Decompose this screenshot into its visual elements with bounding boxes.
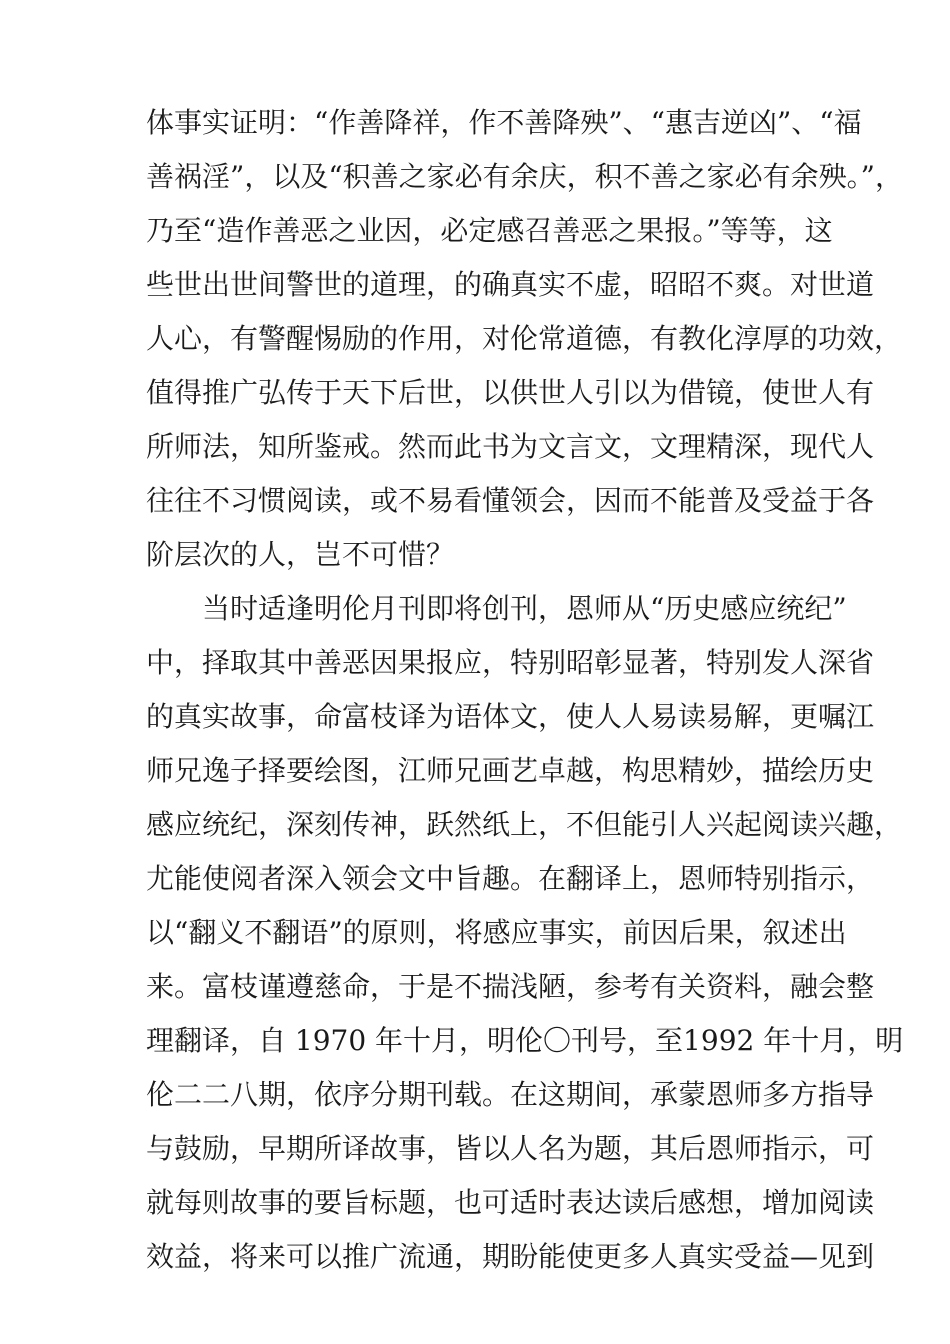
text-line: 值得推广弘传于天下后世，以供世人引以为借镜，使世人有 — [146, 376, 875, 409]
text-line: 效益，将来可以推广流通，期盼能使更多人真实受益—见到 — [146, 1240, 875, 1273]
text-line: 的真实故事，命富枝译为语体文，使人人易读易解，更嘱江 — [146, 700, 875, 733]
text-line: 感应统纪，深刻传神，跃然纸上，不但能引人兴起阅读兴趣， — [146, 808, 903, 841]
paragraph-end-line: 阶层次的人，岂不可惜？ — [146, 538, 455, 571]
text-line: 善祸淫”，以及“积善之家必有余庆，积不善之家必有余殃。”， — [146, 160, 903, 193]
text-line: 就每则故事的要旨标题，也可适时表达读后感想，增加阅读 — [146, 1186, 875, 1219]
text-line: 以“翻义不翻语”的原则，将感应事实，前因后果，叙述出 — [146, 916, 847, 949]
text-line: 尤能使阅者深入领会文中旨趣。在翻译上，恩师特别指示， — [146, 862, 875, 895]
paragraph-start-line: 当时适逢明伦月刊即将创刊，恩师从“历史感应统纪” — [202, 592, 847, 625]
text-line: 师兄逸子择要绘图，江师兄画艺卓越，构思精妙，描绘历史 — [146, 754, 875, 787]
text-line: 往往不习惯阅读，或不易看懂领会，因而不能普及受益于各 — [146, 484, 875, 517]
text-line: 理翻译，自 1970 年十月，明伦〇刊号，至1992 年十月，明 — [146, 1024, 904, 1057]
body-text — [146, 96, 904, 1284]
text-line: 与鼓励，早期所译故事，皆以人名为题，其后恩师指示，可 — [146, 1132, 875, 1165]
text-line: 伦二二八期，依序分期刊载。在这期间，承蒙恩师多方指导 — [146, 1078, 875, 1111]
text-line: 中，择取其中善恶因果报应，特别昭彰显著，特别发人深省 — [146, 646, 875, 679]
text-line: 些世出世间警世的道理，的确真实不虚，昭昭不爽。对世道 — [146, 268, 875, 301]
text-line: 乃至“造作善恶之业因，必定感召善恶之果报。”等等，这 — [146, 214, 833, 247]
text-line: 来。富枝谨遵慈命，于是不揣浅陋，参考有关资料，融会整 — [146, 970, 875, 1003]
text-line: 人心，有警醒惕励的作用，对伦常道德，有教化淳厚的功效， — [146, 322, 903, 355]
text-line: 所师法，知所鉴戒。然而此书为文言文，文理精深，现代人 — [146, 430, 875, 463]
text-line: 体事实证明：“作善降祥，作不善降殃”、“惠吉逆凶”、“福 — [146, 106, 862, 139]
